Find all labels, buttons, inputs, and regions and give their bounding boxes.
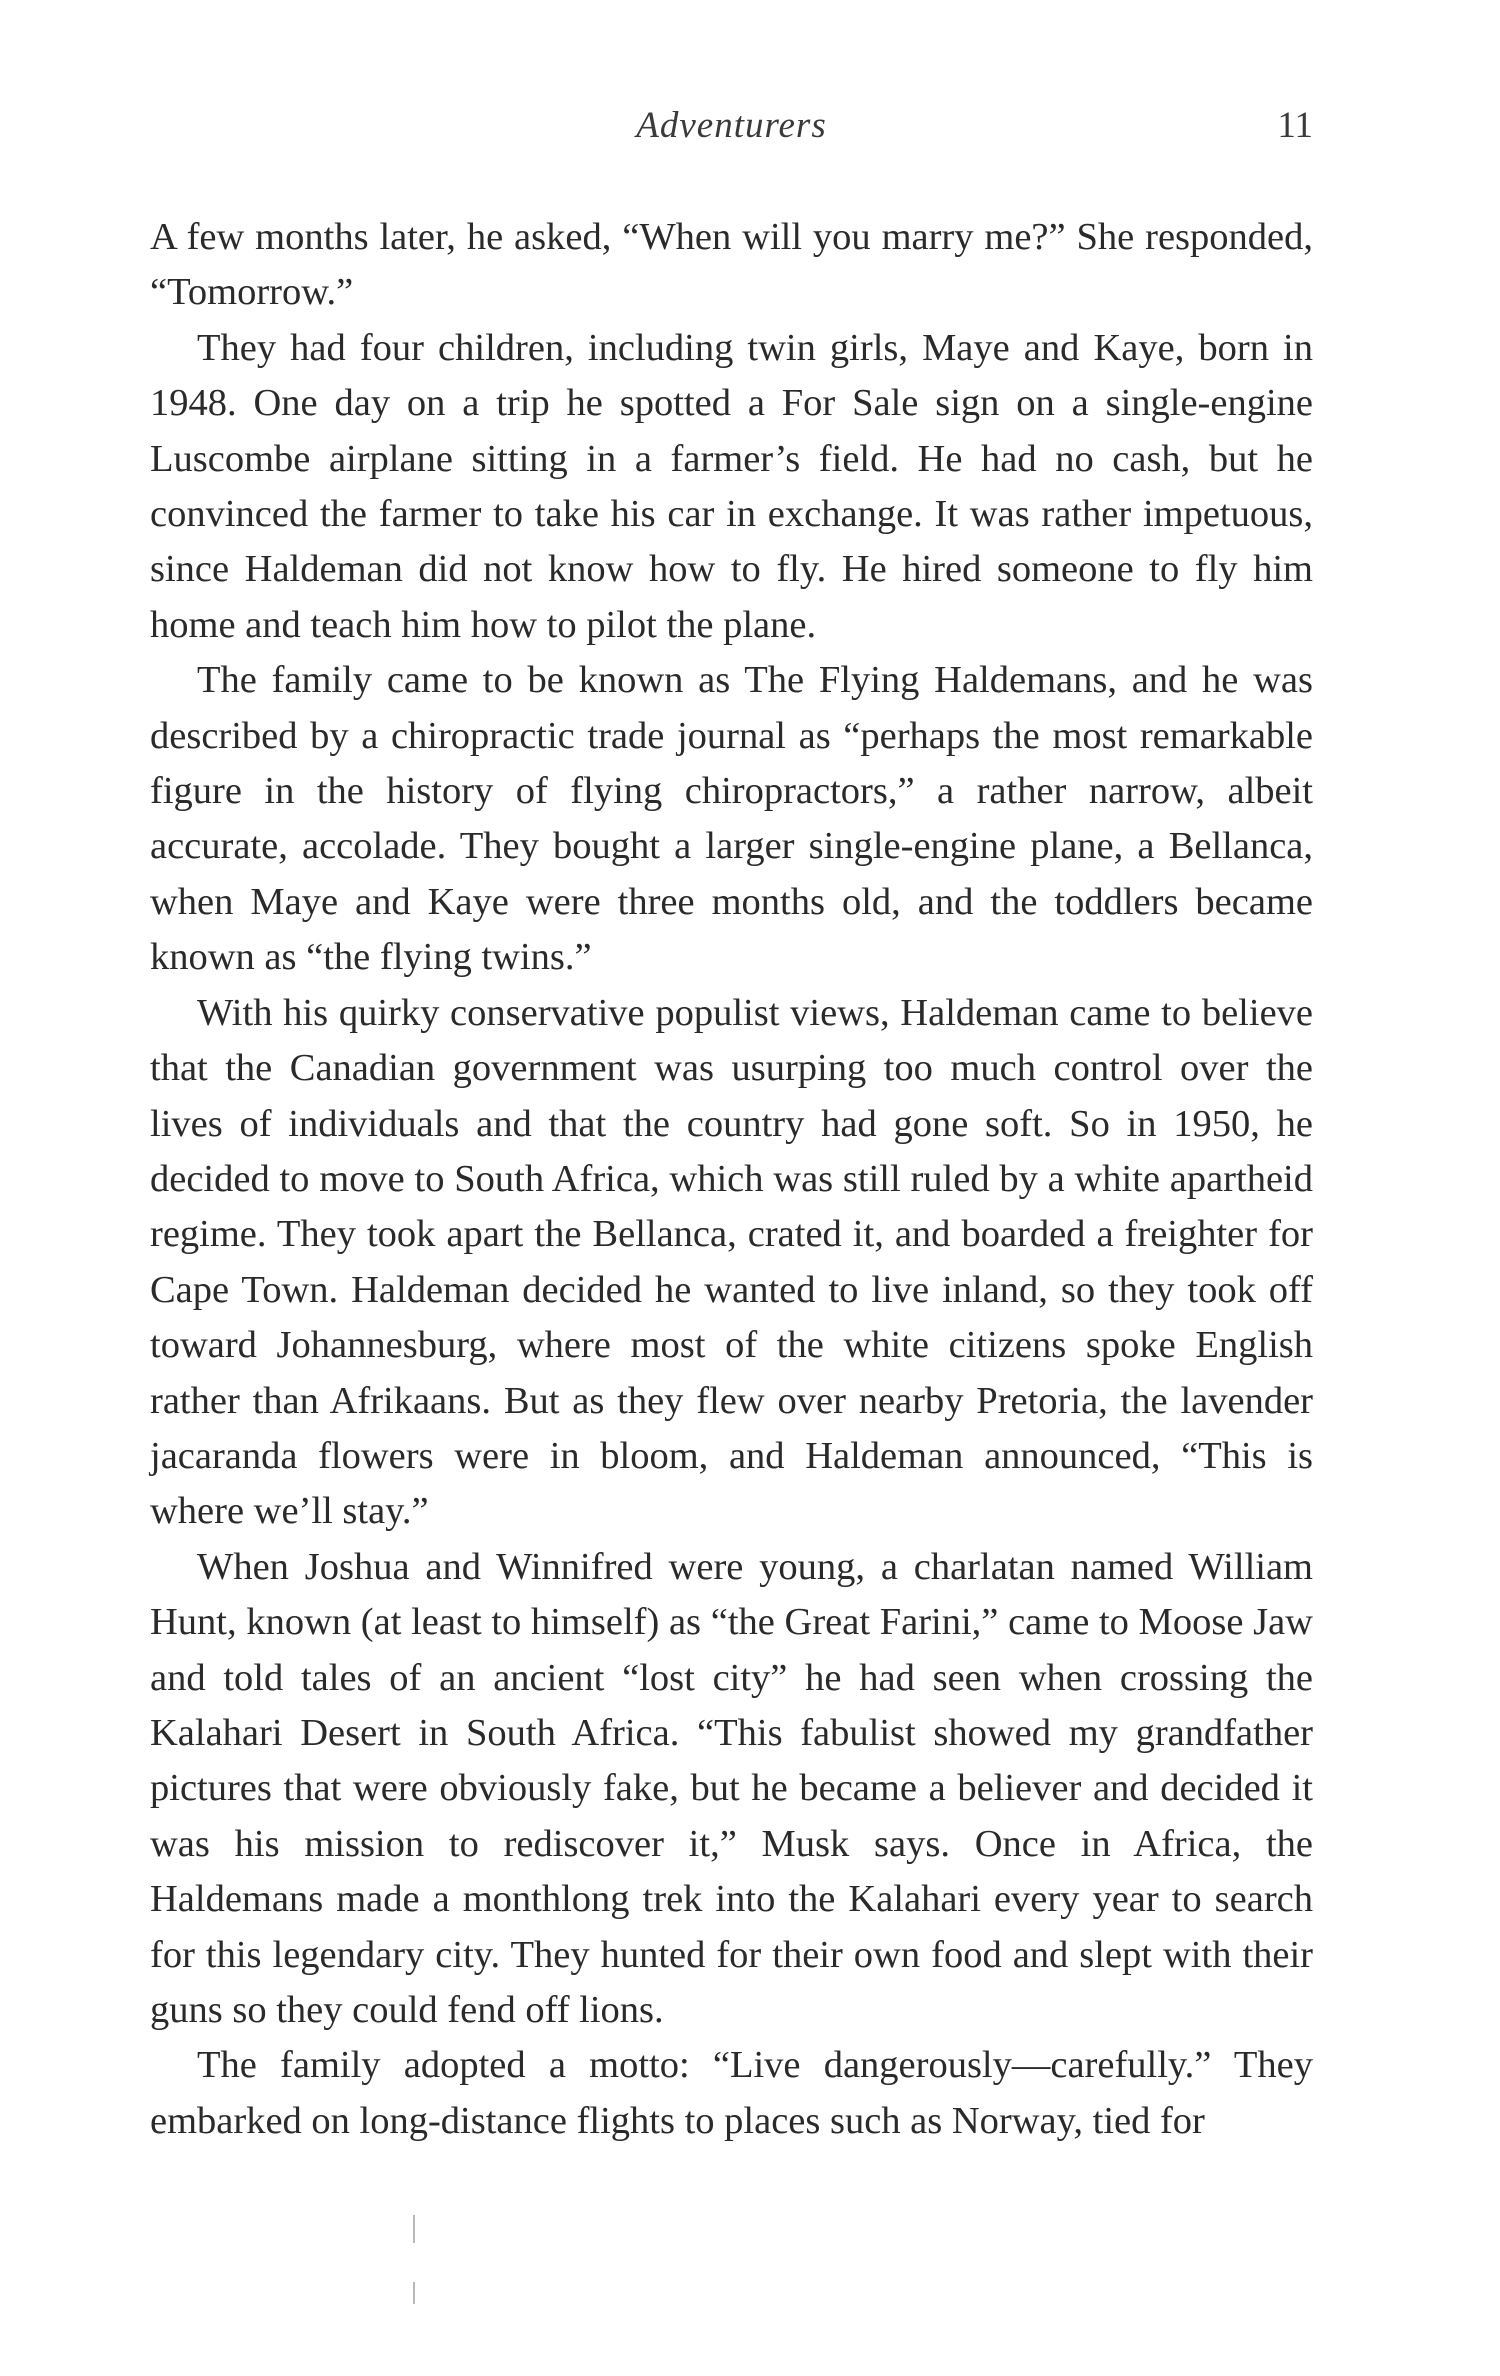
paragraph: When Joshua and Winnifred were young, a charlatan named William Hunt, known (at least to himself) as “the Great Farini,” came to Moose Jaw and told tales of an ancient “lost city” he had seen when crossing the Kalahari Desert in South Africa. “This fabulist showed my grandfather pictures that were obviously fake, but he became a believer and decided it was his mission to rediscover it,” Musk says. Once in Africa, the Haldemans made a monthlong trek into the Kalahari every year to search for this legendary city. They hunted for their own food and slept with their guns so they could fend off lions. (150, 1545, 1313, 2031)
page-number: 11 (1277, 105, 1313, 146)
paragraph: The family came to be known as The Flying Haldemans, and he was described by a chiropractic trade journal as “perhaps the most remarkable figure in the history of flying chiropractors,” a rather narrow, albeit accurate, accolade. They bought a larger single-engine plane, a Bellanca, when Maye and Kaye were three months old, and the toddlers became known as “the flying twins.” (150, 659, 1313, 979)
running-head (150, 104, 1313, 164)
paragraph: They had four children, including twin girls, Maye and Kaye, born in 1948. One day on a trip he spotted a For Sale sign on a single-engine Luscombe airplane sitting in a farmer’s field. He had no cash, but he convinced the farmer to take his car in exchange. It was rather impetuous, since Haldeman did not know how to fly. He hired someone to fly him home and teach him how to pilot the plane. (150, 326, 1313, 646)
scan-artifact-mark (413, 2215, 415, 2243)
paragraph: With his quirky conservative populist views, Haldeman came to believe that the Canadian government was usurping too much control over the lives of individuals and that the country had gone soft. So in 1950, he decided to move to South Africa, which was still ruled by a white apartheid regime. They took apart the Bellanca, crated it, and boarded a freighter for Cape Town. Haldeman decided he wanted to live inland, so they took off toward Johannesburg, where most of the white citizens spoke English rather than Afrikaans. But as they flew over nearby Pretoria, the lavender jacaranda flowers were in bloom, and Haldeman announced, “This is where we’ll stay.” (150, 991, 1313, 1533)
paragraph: A few months later, he asked, “When will you marry me?” She responded, “Tomorrow.” (150, 216, 1313, 314)
paragraph: The family adopted a motto: “Live dangerously—carefully.” They embarked on long-distance flights to places such as Norway, tied for (150, 2044, 1313, 2142)
body-text (150, 210, 1313, 2149)
scan-artifact-mark (413, 2282, 415, 2304)
running-title: Adventurers (636, 105, 827, 146)
